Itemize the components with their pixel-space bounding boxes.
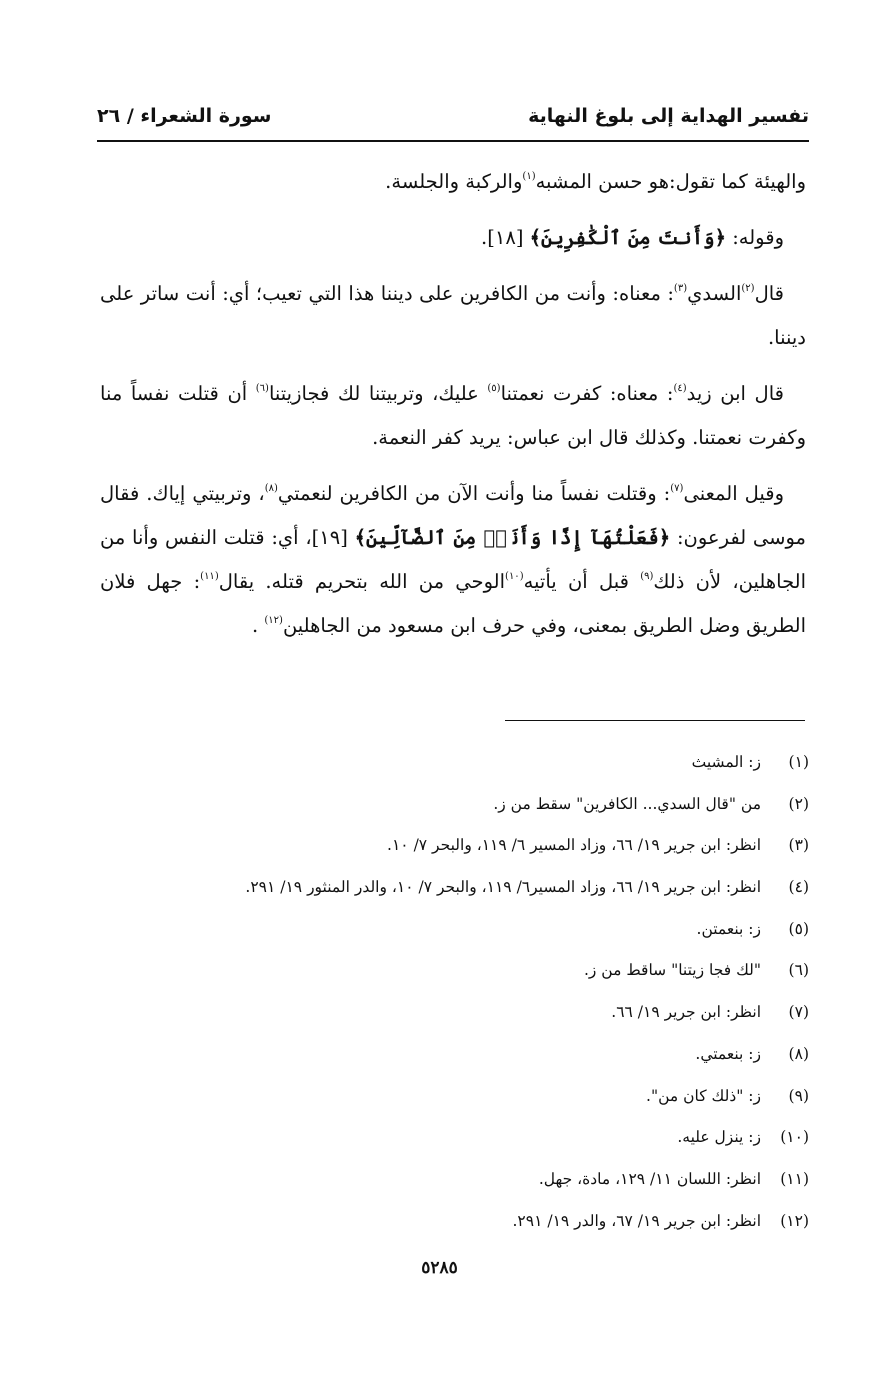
footnote-item bbox=[100, 1206, 809, 1248]
footnote-text: ز: المشيث bbox=[691, 753, 761, 771]
paragraph-4 bbox=[100, 372, 806, 460]
footnote-item bbox=[100, 914, 809, 956]
text-run: قبل أن يأتيه bbox=[523, 570, 641, 593]
footnote-text: انظر: اللسان ١١/ ١٢٩، مادة، جهل. bbox=[538, 1169, 761, 1188]
text-run: : معناه: وأنت من الكافرين على ديننا هذا التي تعيب؛ أي: أنت ساتر على ديننا. bbox=[100, 282, 806, 349]
main-text bbox=[100, 160, 806, 660]
footnote-number: (٦) bbox=[788, 961, 809, 980]
footnote-item bbox=[100, 872, 809, 914]
footnotes-list bbox=[100, 747, 809, 1247]
footnote-marker[interactable]: (١) bbox=[522, 171, 536, 182]
text-run: : معناه: كفرت نعمتنا bbox=[500, 382, 674, 405]
text-run: والهيئة كما تقول:هو حسن المشبه bbox=[535, 170, 806, 193]
footnote-item bbox=[100, 1164, 809, 1206]
text-run: والركبة والجلسة. bbox=[385, 170, 523, 193]
text-run: أن قتلت نفساً منا وكفرت نعمتنا. وكذلك قال ابن عباس: يريد كفر النعمة. bbox=[100, 382, 806, 449]
text-run: الوحي من الله بتحريم قتله. يقال bbox=[218, 570, 506, 593]
footnote-number: (٩) bbox=[788, 1086, 809, 1105]
footnote-number: (٤) bbox=[788, 878, 809, 897]
verse-number: [١٨]. bbox=[481, 226, 530, 249]
footnote-marker[interactable]: (٥) bbox=[487, 383, 501, 394]
paragraph-1 bbox=[100, 160, 806, 204]
footnote-item bbox=[100, 747, 809, 789]
quran-verse: ﴿وَأَنتَ مِنَ ٱلْكَٰفِرِينَ﴾ bbox=[529, 226, 727, 249]
footnote-item bbox=[100, 830, 809, 872]
footnote-number: (٢) bbox=[788, 794, 809, 813]
footnote-marker[interactable]: (١٠) bbox=[505, 571, 524, 582]
footnote-number: (١١) bbox=[780, 1169, 809, 1188]
footnote-item bbox=[100, 1081, 809, 1123]
book-title: تفسير الهداية إلى بلوغ النهاية bbox=[528, 105, 809, 127]
footnote-marker[interactable]: (٢) bbox=[741, 283, 755, 294]
footnote-item bbox=[100, 955, 809, 997]
footnote-marker[interactable]: (٨) bbox=[264, 483, 278, 494]
footnote-item bbox=[100, 1039, 809, 1081]
footnote-number: (١٠) bbox=[780, 1128, 809, 1147]
footnote-marker[interactable]: (٧) bbox=[670, 483, 684, 494]
text-run: . bbox=[251, 614, 265, 637]
text-run: قال bbox=[754, 282, 784, 305]
footnote-text: انظر: ابن جرير ١٩/ ٦٦. bbox=[611, 1003, 761, 1022]
paragraph-3 bbox=[100, 272, 806, 360]
text-run: قال ابن زيد bbox=[686, 382, 784, 405]
footnote-item bbox=[100, 997, 809, 1039]
running-header bbox=[97, 94, 809, 138]
text-run: السدي bbox=[687, 282, 742, 305]
footnote-text: "لك فجا زيتنا" ساقط من ز. bbox=[583, 961, 761, 980]
text-run: [١٩]، أي: قتلت النفس وأنا من الجاهلين، لأن ذلك bbox=[100, 526, 807, 593]
footnote-marker[interactable]: (٤) bbox=[673, 383, 687, 394]
footnote-item bbox=[100, 1122, 809, 1164]
paragraph-2 bbox=[100, 216, 806, 260]
footnote-number: (١) bbox=[788, 753, 809, 771]
footnote-number: (١٢) bbox=[780, 1211, 809, 1230]
footnote-item bbox=[100, 789, 809, 831]
footnote-marker[interactable]: (٣) bbox=[673, 283, 688, 294]
footnote-text: انظر: ابن جرير ١٩/ ٦٦، وزاد المسير ٦/ ١١٩، والبحر ٧/ ١٠. bbox=[387, 836, 761, 855]
quran-verse: ﴿فَعَلْتُهَآ إِذًا وَأَنَا۠ مِنَ ٱلضَّآلِّينَ﴾ bbox=[354, 526, 671, 549]
header-divider bbox=[97, 140, 809, 142]
footnote-number: (٧) bbox=[788, 1003, 809, 1022]
paragraph-5 bbox=[100, 472, 806, 648]
footnote-text: انظر: ابن جرير ١٩/ ٦٦، وزاد المسير٦/ ١١٩، والبحر ٧/ ١٠، والدر المنثور ١٩/ ٢٩١. bbox=[245, 878, 761, 897]
footnote-number: (٣) bbox=[788, 836, 809, 855]
footnote-marker[interactable]: (١٢) bbox=[264, 615, 283, 626]
text-run: : وقتلت نفساً منا وأنت الآن من الكافرين لنعمتي bbox=[277, 482, 671, 505]
text-run: وقوله: bbox=[726, 226, 784, 249]
footnote-text: من "قال السدي... الكافرين" سقط من ز. bbox=[493, 794, 761, 813]
footnote-marker[interactable]: (٦) bbox=[255, 383, 269, 394]
footnote-text: ز: ينزل عليه. bbox=[677, 1128, 761, 1147]
surah-reference: سورة الشعراء / ٢٦ bbox=[97, 105, 272, 127]
footnote-text: ز: بنعمتن. bbox=[696, 919, 761, 938]
text-run: عليك، وتربيتنا لك فجازيتنا bbox=[268, 382, 488, 405]
page-number: ٥٢٨٥ bbox=[421, 1258, 458, 1278]
text-run: وقيل المعنى bbox=[683, 482, 785, 505]
footnote-text: ز: "ذلك كان من". bbox=[646, 1086, 761, 1105]
footnote-number: (٨) bbox=[788, 1044, 809, 1063]
footnote-marker[interactable]: (١١) bbox=[200, 571, 219, 582]
footnote-divider bbox=[505, 720, 805, 721]
footnote-marker[interactable]: (٩) bbox=[640, 571, 654, 582]
footnote-number: (٥) bbox=[788, 919, 809, 938]
text-run: : جهل فلان الطريق وضل الطريق بمعنى، وفي حرف ابن مسعود من الجاهلين bbox=[100, 570, 806, 637]
footnote-text: ز: بنعمتي. bbox=[695, 1044, 761, 1063]
text-run: ، وتربيتي إياك. فقال موسى لفرعون: bbox=[100, 482, 807, 549]
footnote-text: انظر: ابن جرير ١٩/ ٦٧، والدر ١٩/ ٢٩١. bbox=[512, 1211, 761, 1230]
